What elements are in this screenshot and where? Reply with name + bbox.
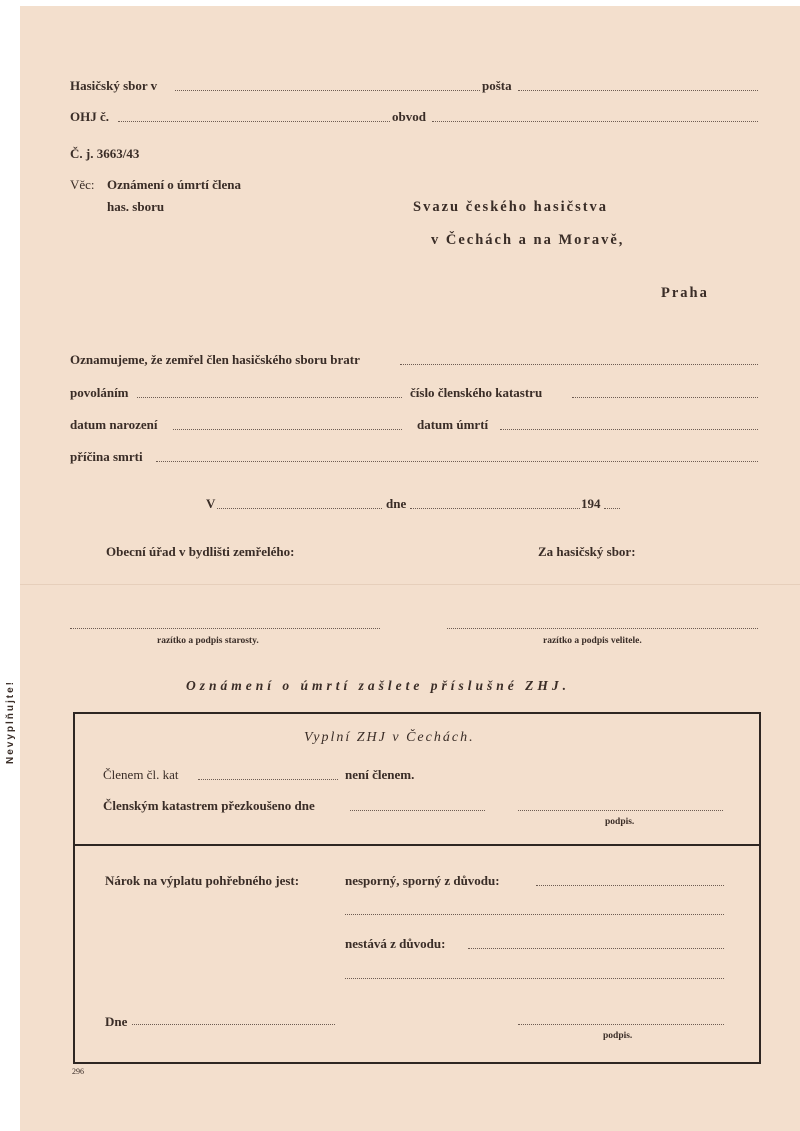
member-cat-field[interactable] <box>198 779 338 780</box>
commander-signature-field[interactable] <box>447 628 758 629</box>
municipal-office-label: Obecní úřad v bydlišti zemřelého: <box>106 544 295 559</box>
deceased-name-field[interactable] <box>400 364 758 365</box>
brigade-label: Za hasičský sbor: <box>538 544 636 559</box>
form-page <box>5 6 800 1131</box>
death-date-field[interactable] <box>500 429 758 430</box>
cause-label: příčina smrti <box>70 449 143 464</box>
mayor-signature-field[interactable] <box>70 628 380 629</box>
undisputed-reason-field-2[interactable] <box>345 914 724 915</box>
subject-prefix: Věc: <box>70 177 95 192</box>
checked-label: Členským katastrem přezkoušeno dne <box>103 798 315 813</box>
birth-date-field[interactable] <box>173 429 402 430</box>
fold-line <box>20 584 800 585</box>
zhj-box-divider <box>73 844 760 846</box>
claim-label: Nárok na výplatu pohřebného jest: <box>105 873 300 888</box>
fire-brigade-field[interactable] <box>175 90 480 91</box>
post-field[interactable] <box>518 90 758 91</box>
post-label: pošta <box>482 78 512 93</box>
subject-line-2: has. sboru <box>107 199 165 214</box>
instruction-text: Oznámení o úmrtí zašlete příslušné ZHJ. <box>186 678 571 693</box>
signature-caption-2: podpis. <box>603 1031 633 1041</box>
box-date-field[interactable] <box>132 1024 335 1025</box>
signature-field-2[interactable] <box>518 1024 724 1025</box>
place-prefix: V <box>206 496 216 511</box>
ohj-label: OHJ č. <box>70 109 109 124</box>
recipient-city: Praha <box>661 285 709 301</box>
member-cat-label: Členem čl. kat <box>103 767 179 782</box>
place-field[interactable] <box>217 508 382 509</box>
birth-date-label: datum narození <box>70 417 158 432</box>
footer-code: 296 <box>72 1067 84 1076</box>
checked-date-field[interactable] <box>350 810 485 811</box>
district-field[interactable] <box>432 121 758 122</box>
signature-caption-1: podpis. <box>605 817 635 827</box>
not-exists-label: nestává z důvodu: <box>345 936 446 951</box>
undisputed-label: nesporný, sporný z důvodu: <box>345 873 500 888</box>
year-field[interactable] <box>604 508 620 509</box>
commander-caption: razítko a podpis velitele. <box>543 636 642 646</box>
member-number-field[interactable] <box>572 397 758 398</box>
subject-line-1: Oznámení o úmrtí člena <box>107 177 241 192</box>
ohj-field[interactable] <box>118 121 390 122</box>
date-label: dne <box>386 496 407 511</box>
undisputed-reason-field[interactable] <box>536 885 724 886</box>
reference-number: Č. j. 3663/43 <box>70 146 140 161</box>
signature-field-1[interactable] <box>518 810 723 811</box>
date-label-box: Dne <box>105 1014 128 1029</box>
date-field[interactable] <box>410 508 580 509</box>
intro-text: Oznamujeme, že zemřel člen hasičského sboru bratr <box>70 352 360 367</box>
not-member-label: není členem. <box>345 767 415 782</box>
side-note: Nevyplňujte! <box>5 679 16 764</box>
year-prefix: 194 <box>581 496 601 511</box>
not-exists-reason-field-2[interactable] <box>345 978 724 979</box>
member-number-label: číslo členského katastru <box>410 385 543 400</box>
not-exists-reason-field[interactable] <box>468 948 724 949</box>
occupation-label: povoláním <box>70 385 129 400</box>
death-date-label: datum úmrtí <box>417 417 489 432</box>
recipient-line-2: v Čechách a na Moravě, <box>431 232 625 248</box>
zhj-title: Vyplní ZHJ v Čechách. <box>304 730 475 745</box>
cause-field[interactable] <box>156 461 758 462</box>
district-label: obvod <box>392 109 426 124</box>
fire-brigade-label: Hasičský sbor v <box>70 78 158 93</box>
recipient-line-1: Svazu českého hasičstva <box>413 199 609 215</box>
occupation-field[interactable] <box>137 397 402 398</box>
mayor-caption: razítko a podpis starosty. <box>157 636 259 646</box>
